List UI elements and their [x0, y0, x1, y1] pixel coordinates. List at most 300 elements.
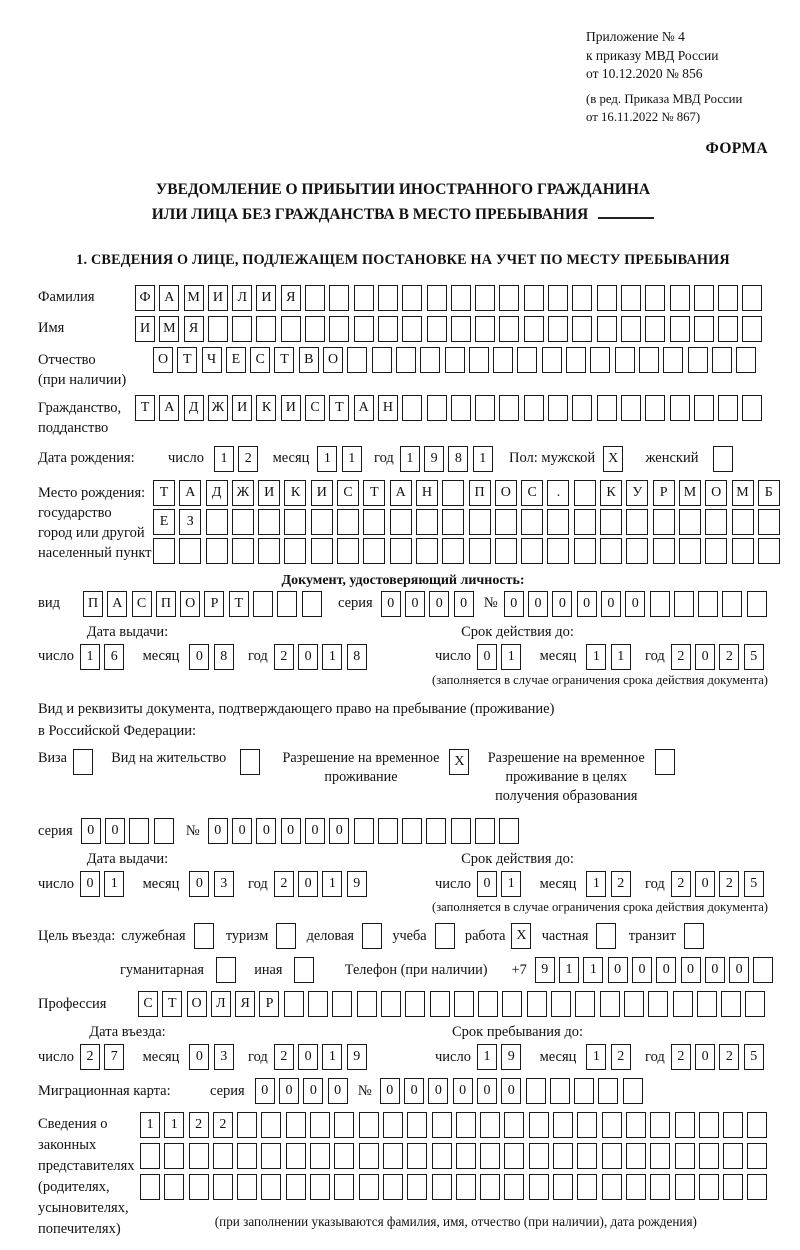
char-box[interactable]: 0	[625, 591, 645, 617]
char-box-empty[interactable]	[416, 509, 438, 535]
char-box-empty[interactable]	[426, 818, 446, 844]
char-box-empty[interactable]	[363, 538, 385, 564]
char-box-empty[interactable]	[713, 446, 733, 472]
char-box-empty[interactable]	[469, 538, 491, 564]
char-box-empty[interactable]	[206, 538, 228, 564]
char-box[interactable]: 0	[695, 1044, 715, 1070]
char-box[interactable]: Е	[226, 347, 246, 373]
char-box-empty[interactable]	[451, 818, 471, 844]
char-box-empty[interactable]	[684, 923, 704, 949]
char-box[interactable]: А	[390, 480, 412, 506]
char-box-empty[interactable]	[699, 1174, 719, 1200]
char-box[interactable]: О	[187, 991, 207, 1017]
char-box-empty[interactable]	[286, 1174, 306, 1200]
char-box-empty[interactable]	[284, 538, 306, 564]
char-box[interactable]: 1	[322, 1044, 342, 1070]
char-box-empty[interactable]	[294, 957, 314, 983]
char-box-empty[interactable]	[626, 1174, 646, 1200]
char-box[interactable]: 0	[298, 871, 318, 897]
char-box-empty[interactable]	[383, 1112, 403, 1138]
char-box[interactable]: 2	[274, 644, 294, 670]
char-box[interactable]: 0	[504, 591, 524, 617]
char-box-empty[interactable]	[615, 347, 635, 373]
char-box-empty[interactable]	[699, 1143, 719, 1169]
char-box[interactable]: 2	[611, 1044, 631, 1070]
char-box-empty[interactable]	[542, 347, 562, 373]
char-box[interactable]: Т	[229, 591, 249, 617]
char-box-empty[interactable]	[334, 1112, 354, 1138]
char-box-empty[interactable]	[718, 316, 738, 342]
char-box-empty[interactable]	[442, 509, 464, 535]
char-box[interactable]: Б	[758, 480, 780, 506]
char-box-empty[interactable]	[286, 1112, 306, 1138]
char-box-empty[interactable]	[747, 591, 767, 617]
char-box[interactable]: 0	[454, 591, 474, 617]
char-box[interactable]: А	[179, 480, 201, 506]
char-box[interactable]: 2	[719, 644, 739, 670]
char-box-empty[interactable]	[705, 509, 727, 535]
char-box-empty[interactable]	[427, 285, 447, 311]
char-box-empty[interactable]	[698, 591, 718, 617]
char-box[interactable]: С	[305, 395, 325, 421]
char-box-empty[interactable]	[475, 818, 495, 844]
char-box-empty[interactable]	[442, 480, 464, 506]
char-box-empty[interactable]	[480, 1112, 500, 1138]
char-box[interactable]: 0	[632, 957, 652, 983]
char-box-empty[interactable]	[475, 316, 495, 342]
char-box[interactable]: 0	[80, 871, 100, 897]
char-box-empty[interactable]	[548, 395, 568, 421]
char-box-empty[interactable]	[442, 538, 464, 564]
char-box[interactable]: И	[311, 480, 333, 506]
char-box[interactable]: Т	[329, 395, 349, 421]
char-box-empty[interactable]	[478, 991, 498, 1017]
char-box-empty[interactable]	[405, 991, 425, 1017]
char-box[interactable]: 2	[671, 1044, 691, 1070]
char-box-empty[interactable]	[753, 957, 773, 983]
char-box[interactable]: 7	[104, 1044, 124, 1070]
char-box-empty[interactable]	[362, 923, 382, 949]
char-box-empty[interactable]	[566, 347, 586, 373]
char-box-empty[interactable]	[189, 1174, 209, 1200]
char-box-empty[interactable]	[359, 1112, 379, 1138]
char-box[interactable]: 0	[681, 957, 701, 983]
char-box-empty[interactable]	[694, 316, 714, 342]
char-box-empty[interactable]	[469, 347, 489, 373]
char-box-empty[interactable]	[407, 1143, 427, 1169]
char-box[interactable]: 1	[104, 871, 124, 897]
char-box[interactable]: 8	[214, 644, 234, 670]
char-box[interactable]: О	[705, 480, 727, 506]
char-box[interactable]: М	[679, 480, 701, 506]
char-box[interactable]: 0	[189, 644, 209, 670]
char-box-empty[interactable]	[626, 1112, 646, 1138]
char-box-empty[interactable]	[574, 480, 596, 506]
char-box[interactable]: П	[469, 480, 491, 506]
char-box[interactable]: 9	[535, 957, 555, 983]
char-box[interactable]: X	[511, 923, 531, 949]
char-box-empty[interactable]	[308, 991, 328, 1017]
char-box-empty[interactable]	[653, 509, 675, 535]
char-box-empty[interactable]	[329, 316, 349, 342]
char-box-empty[interactable]	[276, 923, 296, 949]
char-box[interactable]: 0	[695, 871, 715, 897]
char-box-empty[interactable]	[553, 1143, 573, 1169]
char-box[interactable]: 0	[81, 818, 101, 844]
char-box-empty[interactable]	[213, 1174, 233, 1200]
char-box[interactable]: 0	[105, 818, 125, 844]
char-box[interactable]: 0	[428, 1078, 448, 1104]
char-box-empty[interactable]	[407, 1112, 427, 1138]
char-box-empty[interactable]	[650, 591, 670, 617]
char-box[interactable]: И	[281, 395, 301, 421]
char-box[interactable]: С	[138, 991, 158, 1017]
char-box-empty[interactable]	[363, 509, 385, 535]
char-box[interactable]: 1	[583, 957, 603, 983]
char-box-empty[interactable]	[258, 509, 280, 535]
char-box[interactable]: О	[495, 480, 517, 506]
char-box[interactable]: А	[107, 591, 127, 617]
char-box[interactable]: К	[600, 480, 622, 506]
char-box-empty[interactable]	[407, 1174, 427, 1200]
char-box-empty[interactable]	[445, 347, 465, 373]
char-box[interactable]: 2	[671, 644, 691, 670]
char-box[interactable]: В	[299, 347, 319, 373]
char-box[interactable]: 1	[501, 644, 521, 670]
char-box-empty[interactable]	[653, 538, 675, 564]
char-box[interactable]: 9	[501, 1044, 521, 1070]
char-box-empty[interactable]	[480, 1174, 500, 1200]
char-box[interactable]: К	[256, 395, 276, 421]
char-box[interactable]: 0	[305, 818, 325, 844]
char-box[interactable]: Ж	[232, 480, 254, 506]
char-box[interactable]: 0	[298, 1044, 318, 1070]
char-box-empty[interactable]	[529, 1174, 549, 1200]
char-box-empty[interactable]	[670, 395, 690, 421]
char-box-empty[interactable]	[73, 749, 93, 775]
char-box[interactable]: М	[732, 480, 754, 506]
char-box-empty[interactable]	[499, 285, 519, 311]
char-box[interactable]: К	[284, 480, 306, 506]
char-box-empty[interactable]	[378, 285, 398, 311]
char-box[interactable]: 2	[611, 871, 631, 897]
char-box[interactable]: 0	[705, 957, 725, 983]
char-box[interactable]: Т	[162, 991, 182, 1017]
char-box-empty[interactable]	[164, 1143, 184, 1169]
char-box-empty[interactable]	[396, 347, 416, 373]
char-box-empty[interactable]	[179, 538, 201, 564]
char-box[interactable]: 1	[140, 1112, 160, 1138]
char-box[interactable]: Т	[363, 480, 385, 506]
char-box[interactable]: 2	[274, 871, 294, 897]
char-box[interactable]: 0	[279, 1078, 299, 1104]
char-box-empty[interactable]	[639, 347, 659, 373]
char-box[interactable]: З	[179, 509, 201, 535]
char-box-empty[interactable]	[524, 316, 544, 342]
char-box[interactable]: Д	[184, 395, 204, 421]
char-box[interactable]: 1	[611, 644, 631, 670]
char-box-empty[interactable]	[454, 991, 474, 1017]
char-box-empty[interactable]	[572, 285, 592, 311]
char-box-empty[interactable]	[504, 1112, 524, 1138]
char-box[interactable]: 0	[381, 591, 401, 617]
char-box[interactable]: 0	[501, 1078, 521, 1104]
char-box[interactable]: 0	[189, 871, 209, 897]
char-box-empty[interactable]	[650, 1143, 670, 1169]
char-box-empty[interactable]	[499, 395, 519, 421]
char-box[interactable]: Ч	[202, 347, 222, 373]
char-box-empty[interactable]	[383, 1174, 403, 1200]
char-box-empty[interactable]	[742, 285, 762, 311]
char-box[interactable]: О	[180, 591, 200, 617]
char-box-empty[interactable]	[705, 538, 727, 564]
char-box[interactable]: 1	[400, 446, 420, 472]
char-box-empty[interactable]	[577, 1174, 597, 1200]
char-box[interactable]: 2	[80, 1044, 100, 1070]
char-box-empty[interactable]	[600, 991, 620, 1017]
char-box[interactable]: М	[159, 316, 179, 342]
char-box[interactable]: 0	[189, 1044, 209, 1070]
char-box-empty[interactable]	[597, 285, 617, 311]
char-box-empty[interactable]	[347, 347, 367, 373]
char-box-empty[interactable]	[286, 1143, 306, 1169]
char-box[interactable]: 9	[347, 871, 367, 897]
char-box[interactable]: 0	[608, 957, 628, 983]
char-box-empty[interactable]	[402, 285, 422, 311]
char-box[interactable]: 1	[80, 644, 100, 670]
char-box[interactable]: А	[159, 285, 179, 311]
char-box-empty[interactable]	[451, 395, 471, 421]
char-box-empty[interactable]	[645, 316, 665, 342]
char-box[interactable]: 9	[424, 446, 444, 472]
char-box[interactable]: М	[184, 285, 204, 311]
char-box-empty[interactable]	[577, 1143, 597, 1169]
char-box-empty[interactable]	[732, 509, 754, 535]
char-box-empty[interactable]	[456, 1112, 476, 1138]
char-box[interactable]: Т	[177, 347, 197, 373]
char-box[interactable]: Р	[653, 480, 675, 506]
char-box[interactable]: 0	[256, 818, 276, 844]
char-box-empty[interactable]	[551, 991, 571, 1017]
char-box[interactable]: 1	[317, 446, 337, 472]
char-box[interactable]: 2	[719, 871, 739, 897]
char-box-empty[interactable]	[493, 347, 513, 373]
char-box[interactable]: Т	[135, 395, 155, 421]
char-box-empty[interactable]	[337, 538, 359, 564]
char-box-empty[interactable]	[675, 1112, 695, 1138]
char-box[interactable]: П	[83, 591, 103, 617]
char-box[interactable]: Д	[206, 480, 228, 506]
char-box-empty[interactable]	[194, 923, 214, 949]
char-box[interactable]: 5	[744, 644, 764, 670]
char-box-empty[interactable]	[504, 1143, 524, 1169]
char-box[interactable]: 5	[744, 871, 764, 897]
char-box[interactable]: .	[547, 480, 569, 506]
char-box[interactable]: Я	[235, 991, 255, 1017]
char-box-empty[interactable]	[529, 1112, 549, 1138]
char-box-empty[interactable]	[277, 591, 297, 617]
char-box-empty[interactable]	[548, 316, 568, 342]
char-box-empty[interactable]	[600, 509, 622, 535]
char-box[interactable]: X	[449, 749, 469, 775]
char-box-empty[interactable]	[456, 1143, 476, 1169]
char-box-empty[interactable]	[480, 1143, 500, 1169]
char-box[interactable]: П	[156, 591, 176, 617]
char-box-empty[interactable]	[688, 347, 708, 373]
char-box[interactable]: С	[521, 480, 543, 506]
char-box[interactable]: Е	[153, 509, 175, 535]
char-box-empty[interactable]	[140, 1174, 160, 1200]
char-box[interactable]: 2	[213, 1112, 233, 1138]
char-box-empty[interactable]	[329, 285, 349, 311]
char-box-empty[interactable]	[548, 285, 568, 311]
char-box-empty[interactable]	[232, 509, 254, 535]
char-box-empty[interactable]	[626, 509, 648, 535]
char-box-empty[interactable]	[402, 316, 422, 342]
char-box[interactable]: Л	[232, 285, 252, 311]
char-box-empty[interactable]	[281, 316, 301, 342]
char-box-empty[interactable]	[547, 509, 569, 535]
char-box-empty[interactable]	[240, 749, 260, 775]
char-box-empty[interactable]	[232, 316, 252, 342]
char-box-empty[interactable]	[758, 509, 780, 535]
char-box-empty[interactable]	[154, 818, 174, 844]
char-box[interactable]: 0	[453, 1078, 473, 1104]
char-box-empty[interactable]	[645, 285, 665, 311]
char-box-empty[interactable]	[232, 538, 254, 564]
char-box-empty[interactable]	[670, 316, 690, 342]
char-box-empty[interactable]	[420, 347, 440, 373]
char-box-empty[interactable]	[722, 591, 742, 617]
char-box-empty[interactable]	[574, 509, 596, 535]
char-box[interactable]: Р	[204, 591, 224, 617]
char-box-empty[interactable]	[694, 395, 714, 421]
char-box-empty[interactable]	[712, 347, 732, 373]
char-box-empty[interactable]	[495, 538, 517, 564]
char-box-empty[interactable]	[623, 1078, 643, 1104]
char-box[interactable]: 1	[586, 871, 606, 897]
char-box-empty[interactable]	[674, 591, 694, 617]
char-box[interactable]: 0	[329, 818, 349, 844]
char-box-empty[interactable]	[261, 1112, 281, 1138]
char-box-empty[interactable]	[427, 395, 447, 421]
char-box-empty[interactable]	[736, 347, 756, 373]
char-box-empty[interactable]	[354, 818, 374, 844]
char-box-empty[interactable]	[626, 1143, 646, 1169]
char-box-empty[interactable]	[495, 509, 517, 535]
char-box-empty[interactable]	[359, 1174, 379, 1200]
char-box[interactable]: И	[256, 285, 276, 311]
char-box-empty[interactable]	[140, 1143, 160, 1169]
char-box-empty[interactable]	[663, 347, 683, 373]
char-box[interactable]: 0	[729, 957, 749, 983]
char-box-empty[interactable]	[261, 1143, 281, 1169]
char-box-empty[interactable]	[596, 923, 616, 949]
char-box-empty[interactable]	[416, 538, 438, 564]
char-box[interactable]: 6	[104, 644, 124, 670]
char-box[interactable]: А	[354, 395, 374, 421]
char-box-empty[interactable]	[550, 1078, 570, 1104]
char-box-empty[interactable]	[648, 991, 668, 1017]
char-box[interactable]: 0	[298, 644, 318, 670]
char-box-empty[interactable]	[602, 1143, 622, 1169]
char-box[interactable]: 5	[744, 1044, 764, 1070]
char-box-empty[interactable]	[742, 395, 762, 421]
char-box-empty[interactable]	[575, 991, 595, 1017]
char-box-empty[interactable]	[650, 1112, 670, 1138]
char-box-empty[interactable]	[621, 285, 641, 311]
char-box-empty[interactable]	[216, 957, 236, 983]
char-box[interactable]: 0	[477, 644, 497, 670]
char-box-empty[interactable]	[529, 1143, 549, 1169]
char-box-empty[interactable]	[153, 538, 175, 564]
char-box-empty[interactable]	[597, 316, 617, 342]
char-box-empty[interactable]	[747, 1174, 767, 1200]
char-box-empty[interactable]	[597, 395, 617, 421]
char-box-empty[interactable]	[427, 316, 447, 342]
char-box[interactable]: 0	[552, 591, 572, 617]
char-box[interactable]: С	[250, 347, 270, 373]
char-box[interactable]: 0	[695, 644, 715, 670]
char-box-empty[interactable]	[390, 509, 412, 535]
char-box-empty[interactable]	[381, 991, 401, 1017]
char-box-empty[interactable]	[626, 538, 648, 564]
char-box[interactable]: 0	[404, 1078, 424, 1104]
char-box[interactable]: И	[135, 316, 155, 342]
char-box-empty[interactable]	[311, 538, 333, 564]
char-box-empty[interactable]	[675, 1174, 695, 1200]
char-box[interactable]: 0	[477, 1078, 497, 1104]
char-box[interactable]: 2	[671, 871, 691, 897]
char-box-empty[interactable]	[624, 991, 644, 1017]
char-box-empty[interactable]	[499, 316, 519, 342]
char-box-empty[interactable]	[432, 1112, 452, 1138]
char-box-empty[interactable]	[432, 1174, 452, 1200]
char-box-empty[interactable]	[435, 923, 455, 949]
char-box[interactable]: 2	[189, 1112, 209, 1138]
char-box-empty[interactable]	[237, 1112, 257, 1138]
char-box-empty[interactable]	[590, 347, 610, 373]
char-box-empty[interactable]	[332, 991, 352, 1017]
char-box-empty[interactable]	[504, 1174, 524, 1200]
char-box-empty[interactable]	[723, 1112, 743, 1138]
char-box[interactable]: Ф	[135, 285, 155, 311]
char-box[interactable]: И	[258, 480, 280, 506]
char-box-empty[interactable]	[670, 285, 690, 311]
char-box-empty[interactable]	[679, 538, 701, 564]
char-box-empty[interactable]	[572, 395, 592, 421]
char-box[interactable]: 1	[559, 957, 579, 983]
char-box-empty[interactable]	[305, 285, 325, 311]
char-box-empty[interactable]	[475, 285, 495, 311]
char-box-empty[interactable]	[456, 1174, 476, 1200]
char-box[interactable]: 1	[473, 446, 493, 472]
char-box-empty[interactable]	[310, 1112, 330, 1138]
char-box-empty[interactable]	[747, 1112, 767, 1138]
char-box[interactable]: 1	[164, 1112, 184, 1138]
char-box-empty[interactable]	[213, 1143, 233, 1169]
char-box-empty[interactable]	[527, 991, 547, 1017]
char-box[interactable]: И	[232, 395, 252, 421]
char-box-empty[interactable]	[502, 991, 522, 1017]
char-box-empty[interactable]	[547, 538, 569, 564]
char-box-empty[interactable]	[718, 285, 738, 311]
char-box[interactable]: 1	[214, 446, 234, 472]
char-box[interactable]: С	[337, 480, 359, 506]
char-box-empty[interactable]	[432, 1143, 452, 1169]
char-box-empty[interactable]	[697, 991, 717, 1017]
char-box-empty[interactable]	[129, 818, 149, 844]
